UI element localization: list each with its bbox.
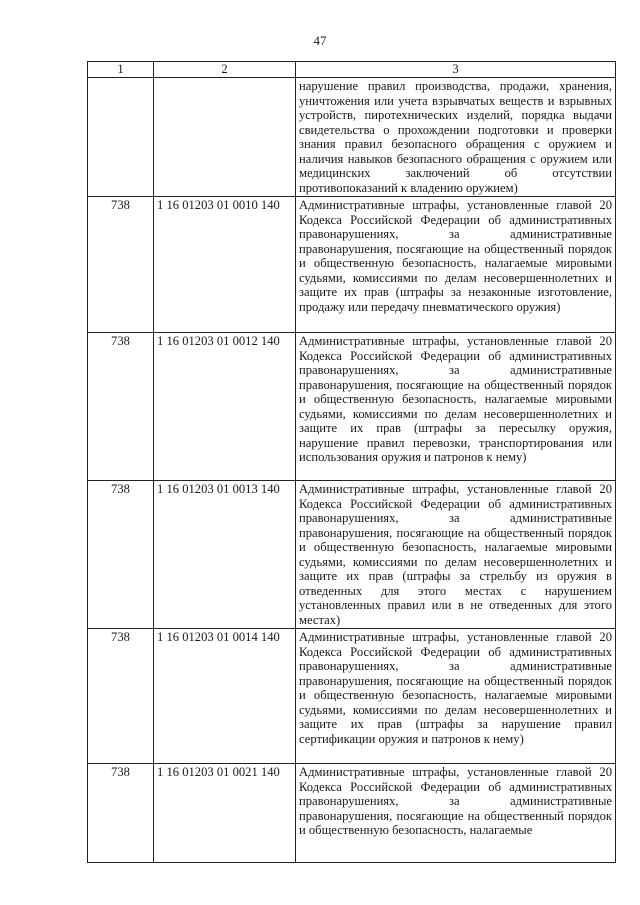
table-row xyxy=(88,481,616,629)
admin-code-cell: 738 xyxy=(88,629,154,764)
budget-code-cell: 1 16 01203 01 0021 140 xyxy=(154,764,296,863)
description-cell: Административные штрафы, установленные главой 20 Кодекса Российской Федерации об административных правонарушениях, за административные правонарушения, посягающие на общественный порядок и общественную безопасность, налагаемые мировыми судьями, комиссиями по делам несовершеннолетних и защите их прав (штрафы за пересылку оружия, нарушение правил перевозки, транспортирования или использования оружия и патронов к нему) xyxy=(296,333,616,481)
description-cell: Административные штрафы, установленные главой 20 Кодекса Российской Федерации об административных правонарушениях, за административные правонарушения, посягающие на общественный порядок и общественную безопасность, налагаемые мировыми судьями, комиссиями по делам несовершеннолетних и защите их прав (штрафы за незаконные изготовление, продажу или передачу пневматического оружия) xyxy=(296,197,616,333)
table-row xyxy=(88,197,616,333)
budget-code-cell: 1 16 01203 01 0010 140 xyxy=(154,197,296,333)
column-header-3: 3 xyxy=(296,62,616,78)
budget-code-cell: 1 16 01203 01 0014 140 xyxy=(154,629,296,764)
page-number: 47 xyxy=(313,33,327,48)
table-row xyxy=(88,764,616,863)
description-cell: Административные штрафы, установленные главой 20 Кодекса Российской Федерации об административных правонарушениях, за административные правонарушения, посягающие на общественный порядок и общественную безопасность, налагаемые xyxy=(296,764,616,863)
admin-code-cell: 738 xyxy=(88,197,154,333)
budget-codes-table xyxy=(87,61,616,863)
description-cell: Административные штрафы, установленные главой 20 Кодекса Российской Федерации об административных правонарушениях, за административные правонарушения, посягающие на общественный порядок и общественную безопасность, налагаемые мировыми судьями, комиссиями по делам несовершеннолетних и защите их прав (штрафы за нарушение правил сертификации оружия и патронов к нему) xyxy=(296,629,616,764)
column-header-2: 2 xyxy=(154,62,296,78)
description-cell: Административные штрафы, установленные главой 20 Кодекса Российской Федерации об административных правонарушениях, за административные правонарушения, посягающие на общественный порядок и общественную безопасность, налагаемые мировыми судьями, комиссиями по делам несовершеннолетних и защите их прав (штрафы за стрельбу из оружия в отведенных для этого местах с нарушением установленных правил или в не отведенных для этого местах) xyxy=(296,481,616,629)
admin-code-cell: 738 xyxy=(88,333,154,481)
budget-code-cell: 1 16 01203 01 0013 140 xyxy=(154,481,296,629)
table-header-row xyxy=(88,62,616,78)
table-row xyxy=(88,78,616,197)
admin-code-cell: 738 xyxy=(88,481,154,629)
description-cell: нарушение правил производства, продажи, хранения, уничтожения или учета взрывчатых веществ и взрывных устройств, пиротехнических изделий, порядка выдачи свидетельства о прохождении подготовки и проверки знания правил безопасного обращения с оружием и наличия навыков безопасного обращения с оружием или медицинских заключений об отсутствии противопоказаний к владению оружием) xyxy=(296,78,616,197)
admin-code-cell: 738 xyxy=(88,764,154,863)
budget-code-cell: 1 16 01203 01 0012 140 xyxy=(154,333,296,481)
table-row xyxy=(88,629,616,764)
column-header-1: 1 xyxy=(88,62,154,78)
budget-code-cell xyxy=(154,78,296,197)
admin-code-cell xyxy=(88,78,154,197)
table-row xyxy=(88,333,616,481)
